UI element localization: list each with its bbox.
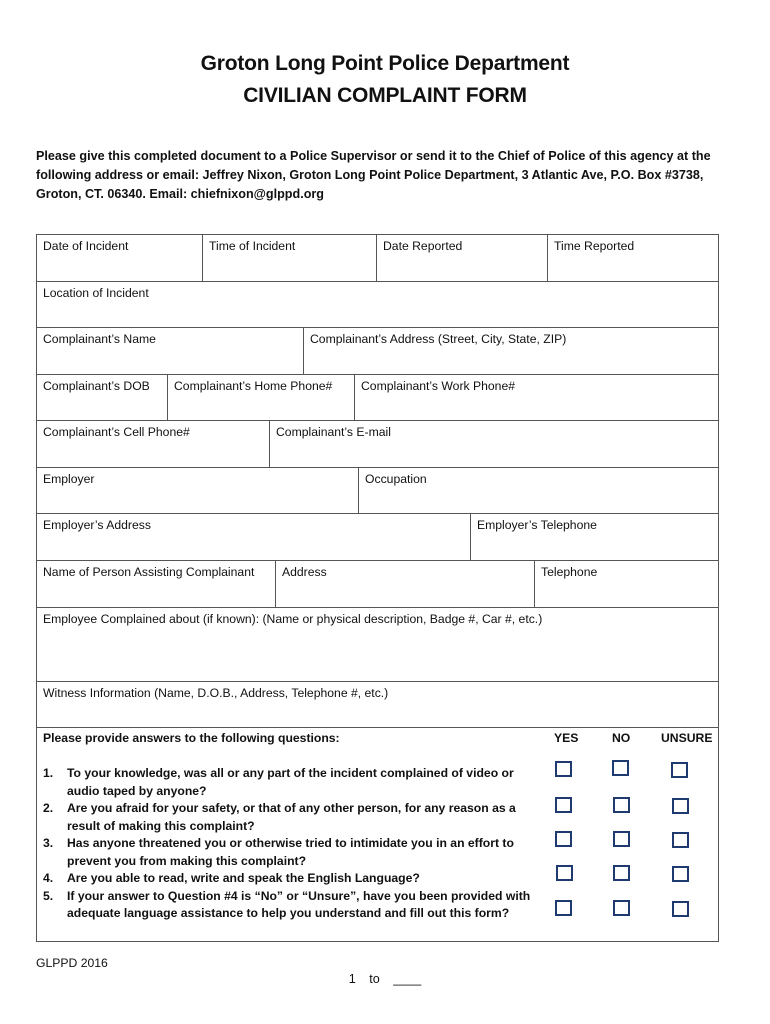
time-of-incident-field[interactable] [202, 235, 376, 281]
row-location [37, 282, 718, 328]
q1-no-checkbox[interactable] [612, 760, 629, 776]
yes-column-header: YES [554, 731, 579, 745]
question-text: Has anyone threatened you or otherwise tried to intimidate you in an effort to prevent you from making this complaint? [67, 836, 514, 868]
q2-yes-checkbox[interactable] [555, 797, 572, 813]
questions-list [43, 765, 543, 923]
page-number: 1 [348, 972, 356, 986]
date-reported-field[interactable] [376, 235, 547, 281]
employer-field[interactable] [37, 468, 358, 513]
employer-telephone-field[interactable] [470, 514, 718, 560]
instructions-paragraph: Please give this completed document to a Police Supervisor or send it to the Chief of Police of this agency at the following address or email: Jeffrey Nixon, Groton Long Point Police Department, 3 Atlantic Ave, P.O. Box #3738, Groton, CT. 06340. Email: chiefnixon@glppd.org [36, 149, 711, 201]
assisting-address-field[interactable] [275, 561, 534, 607]
witness-label: Witness Information (Name, D.O.B., Address, Telephone #, etc.) [43, 686, 389, 700]
time-reported-field[interactable] [547, 235, 718, 281]
home-phone-label: Complainant’s Home Phone# [174, 379, 333, 393]
email-label: Complainant’s E-mail [276, 425, 391, 439]
work-phone-label: Complainant’s Work Phone# [361, 379, 516, 393]
question-text: Are you afraid for your safety, or that of any other person, for any reason as a result of making this complaint? [67, 801, 516, 833]
home-phone-field[interactable] [167, 375, 354, 420]
location-field[interactable] [37, 282, 718, 327]
q4-yes-checkbox[interactable] [556, 865, 573, 881]
q5-no-checkbox[interactable] [613, 900, 630, 916]
witness-field[interactable] [37, 682, 718, 727]
cell-phone-field[interactable] [37, 421, 269, 467]
employee-complained-field[interactable] [37, 608, 718, 681]
row-witness [37, 682, 718, 728]
question-number: 2. [43, 801, 54, 815]
page-to-label: to [369, 972, 380, 986]
cell-phone-label: Complainant’s Cell Phone# [43, 425, 190, 439]
no-column-header: NO [612, 731, 631, 745]
time-reported-label: Time Reported [554, 239, 635, 253]
employer-label: Employer [43, 472, 95, 486]
department-title: Groton Long Point Police Department [200, 52, 570, 75]
question-text: To your knowledge, was all or any part of the incident complained of video or audio taped by anyone? [67, 766, 514, 798]
complainant-address-field[interactable] [303, 328, 718, 374]
row-cell-email [37, 421, 718, 468]
employer-telephone-label: Employer’s Telephone [477, 518, 597, 532]
complainant-name-field[interactable] [37, 328, 303, 374]
q3-no-checkbox[interactable] [613, 831, 630, 847]
row-employer-address [37, 514, 718, 561]
employee-complained-label: Employee Complained about (if known): (Name or physical description, Badge #, Car #, etc.) [43, 612, 543, 626]
assisting-telephone-field[interactable] [534, 561, 718, 607]
date-reported-label: Date Reported [383, 239, 463, 253]
question-item [43, 765, 543, 800]
row-complainant-phones [37, 375, 718, 421]
occupation-field[interactable] [358, 468, 718, 513]
form-title: CIVILIAN COMPLAINT FORM [243, 84, 527, 107]
question-item [43, 800, 543, 835]
complainant-dob-label: Complainant’s DOB [43, 379, 150, 393]
questions-prompt: Please provide answers to the following questions: [43, 731, 340, 745]
q3-unsure-checkbox[interactable] [672, 832, 689, 848]
row-employer [37, 468, 718, 514]
assisting-person-label: Name of Person Assisting Complainant [43, 565, 255, 579]
complainant-dob-field[interactable] [37, 375, 167, 420]
question-text: Are you able to read, write and speak the English Language? [67, 871, 420, 885]
question-number: 1. [43, 766, 54, 780]
q1-yes-checkbox[interactable] [555, 761, 572, 777]
page-indicator [0, 972, 770, 986]
q5-yes-checkbox[interactable] [555, 900, 572, 916]
question-number: 4. [43, 871, 54, 885]
time-of-incident-label: Time of Incident [209, 239, 296, 253]
row-incident-dates [37, 235, 718, 282]
date-of-incident-field[interactable] [37, 235, 202, 281]
assisting-address-label: Address [282, 565, 327, 579]
question-number: 3. [43, 836, 54, 850]
email-field[interactable] [269, 421, 718, 467]
question-item [43, 888, 543, 923]
row-employee-complained [37, 608, 718, 682]
q4-unsure-checkbox[interactable] [672, 866, 689, 882]
question-item [43, 870, 543, 888]
q4-no-checkbox[interactable] [613, 865, 630, 881]
row-complainant-name [37, 328, 718, 375]
unsure-column-header: UNSURE [661, 731, 713, 745]
q3-yes-checkbox[interactable] [555, 831, 572, 847]
complainant-name-label: Complainant’s Name [43, 332, 156, 346]
page-total-blank[interactable]: ____ [393, 972, 422, 986]
employer-address-label: Employer’s Address [43, 518, 151, 532]
q5-unsure-checkbox[interactable] [672, 901, 689, 917]
q1-unsure-checkbox[interactable] [671, 762, 688, 778]
question-item [43, 835, 543, 870]
q2-unsure-checkbox[interactable] [672, 798, 689, 814]
work-phone-field[interactable] [354, 375, 718, 420]
question-number: 5. [43, 888, 54, 903]
form-code: GLPPD 2016 [36, 956, 108, 970]
q2-no-checkbox[interactable] [613, 797, 630, 813]
occupation-label: Occupation [365, 472, 427, 486]
employer-address-field[interactable] [37, 514, 470, 560]
date-of-incident-label: Date of Incident [43, 239, 129, 253]
assisting-person-field[interactable] [37, 561, 275, 607]
row-assisting-person [37, 561, 718, 608]
assisting-telephone-label: Telephone [541, 565, 598, 579]
complainant-address-label: Complainant’s Address (Street, City, State, ZIP) [310, 332, 567, 346]
location-label: Location of Incident [43, 286, 149, 300]
question-text: If your answer to Question #4 is “No” or “Unsure”, have you been provided with adequate language assistance to help you understand and fill out this form? [67, 888, 531, 920]
